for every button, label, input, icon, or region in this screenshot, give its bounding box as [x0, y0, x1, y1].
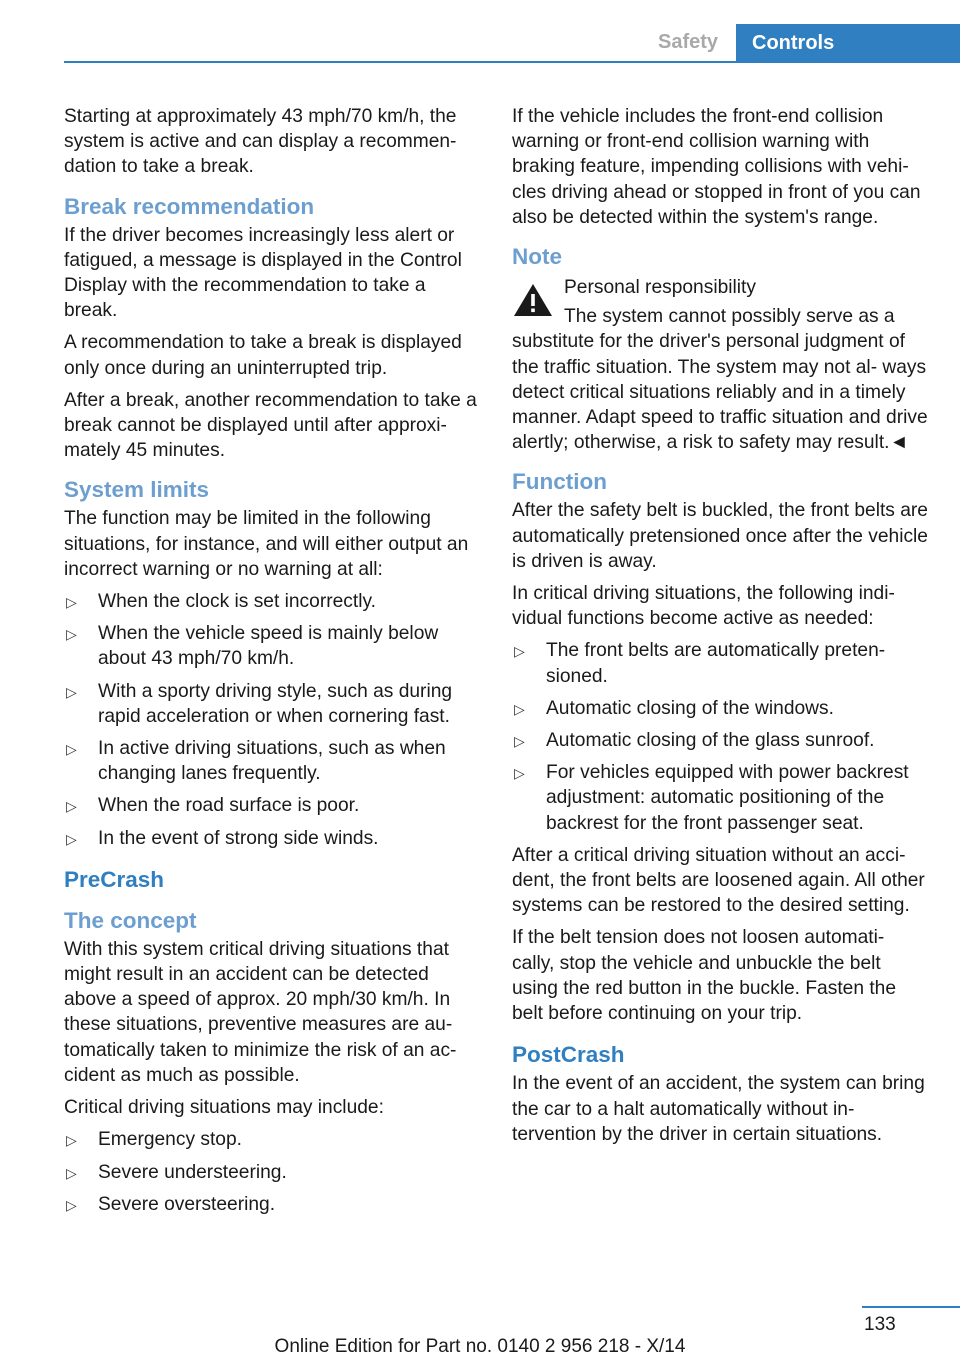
note-heading: Note [512, 244, 562, 270]
function-paragraph-2: In critical driving situations, the following indi‐ vidual functions become active as needed: [512, 583, 895, 630]
list-item: ▷ For vehicles equipped with power backrest adjustment: automatic positioning of the backrest for the front passenger seat. [514, 762, 909, 834]
system-limits-intro: The function may be limited in the following situations, for instance, and will either output an incorrect warning or no warning at all: [64, 508, 469, 580]
break-paragraph-1: If the driver becomes increasingly less alert or fatigued, a message is displayed in the Control Display with the recommendation to take a break. [64, 224, 462, 322]
tab-safety[interactable]: Safety [657, 31, 719, 53]
function-paragraph-4: If the belt tension does not loosen automati‐ cally, stop the vehicle and unbuckle the belt using the red button in the buckle. Fasten the belt before continuing on your trip. [512, 927, 897, 1025]
function-heading: Function [512, 469, 607, 495]
list-item: ▷ Automatic closing of the glass sunroof. [512, 728, 930, 753]
system-limits-heading: System limits [64, 477, 210, 503]
warning-body: The system cannot possibly serve as a substitute for the driver's personal judgment of the traffic situation. The system may not al‐ ways detect critical situations reliably and in a timely manner. Adapt speed to traffic situation and drive alertly; otherwise, a risk to safety may result.◄ [512, 306, 928, 454]
collision-intro-paragraph: If the vehicle includes the front-end collision warning or front-end collision warning with braking feature, impending collisions with vehi‐ cles driving ahead or stopped in front of you can also be detected within the system's range. [512, 106, 921, 228]
critical-situations-list [64, 1127, 482, 1217]
function-paragraph-3: After a critical driving situation without an acci‐ dent, the front belts are loosened again. All other systems can be restored to the desired setting. [512, 844, 925, 917]
system-limits-list [64, 589, 482, 851]
edition-footer: Online Edition for Part no. 0140 2 956 218 - X/14 [274, 1336, 686, 1357]
function-paragraph-1: After the safety belt is buckled, the front belts are automatically pretensioned once after the vehicle is driven is away. [512, 500, 928, 572]
concept-paragraph-2: Critical driving situations may include: [64, 1097, 384, 1119]
page-number: 133 [864, 1314, 896, 1335]
concept-paragraph-1: With this system critical driving situations that might result in an accident can be detected above a speed of approx. 20 mph/30 km/h. In these situations, preventive measures are au‐ tomatically taken to minimize the risk of an ac‐ cident as much as possible. [64, 938, 457, 1086]
warning-box [512, 275, 930, 455]
precrash-heading: PreCrash [64, 866, 165, 892]
break-paragraph-3: After a break, another recommendation to take a break cannot be displayed until after approxi‐ mately 45 minutes. [64, 389, 477, 462]
list-item: ▷ Severe understeering. [64, 1160, 482, 1185]
list-item: ▷ In the event of strong side winds. [64, 826, 482, 851]
list-item: ▷ When the vehicle speed is mainly below about 43 mph/70 km/h. [66, 623, 439, 670]
triangle-bullet-icon: ▷ [66, 741, 77, 758]
list-item: ▷ When the road surface is poor. [64, 793, 482, 818]
triangle-bullet-icon: ▷ [66, 1196, 77, 1213]
triangle-bullet-icon: ▷ [66, 683, 77, 700]
triangle-bullet-icon: ▷ [514, 700, 525, 717]
footer-rule [862, 1306, 960, 1308]
list-item: ▷ Severe oversteering. [64, 1192, 482, 1217]
header-rule [64, 61, 960, 63]
triangle-bullet-icon: ▷ [66, 594, 77, 611]
warning-title: Personal responsibility [564, 277, 756, 299]
triangle-bullet-icon: ▷ [514, 643, 525, 660]
list-item: ▷ With a sporty driving style, such as during rapid acceleration or when cornering fast. [66, 680, 453, 727]
break-recommendation-heading: Break recommendation [64, 193, 315, 219]
right-column [512, 104, 930, 1154]
tab-controls[interactable]: Controls [736, 24, 960, 62]
triangle-bullet-icon: ▷ [66, 1132, 77, 1149]
list-item: ▷ When the clock is set incorrectly. [64, 589, 482, 614]
triangle-bullet-icon: ▷ [66, 1164, 77, 1181]
warning-triangle-icon [512, 281, 554, 319]
break-paragraph-2: A recommendation to take a break is displayed only once during an uninterrupted trip. [64, 332, 462, 379]
concept-heading: The concept [64, 907, 197, 933]
list-item: ▷ In active driving situations, such as when changing lanes frequently. [66, 738, 446, 785]
list-item: ▷ The front belts are automatically preten‐ sioned. [514, 640, 886, 687]
triangle-bullet-icon: ▷ [66, 830, 77, 847]
page-header [0, 0, 960, 64]
postcrash-paragraph: In the event of an accident, the system can bring the car to a halt automatically without in‐ tervention by the driver in certain situations. [512, 1073, 925, 1145]
left-column [64, 104, 482, 1224]
triangle-bullet-icon: ▷ [66, 626, 77, 643]
triangle-bullet-icon: ▷ [514, 733, 525, 750]
intro-paragraph: Starting at approximately 43 mph/70 km/h, the system is active and can display a recommen‐ dation to take a break. [64, 106, 457, 178]
triangle-bullet-icon: ▷ [514, 765, 525, 782]
function-list [512, 638, 930, 835]
list-item: ▷ Emergency stop. [64, 1127, 482, 1152]
postcrash-heading: PostCrash [512, 1042, 625, 1068]
list-item: ▷ Automatic closing of the windows. [512, 696, 930, 721]
triangle-bullet-icon: ▷ [66, 798, 77, 815]
